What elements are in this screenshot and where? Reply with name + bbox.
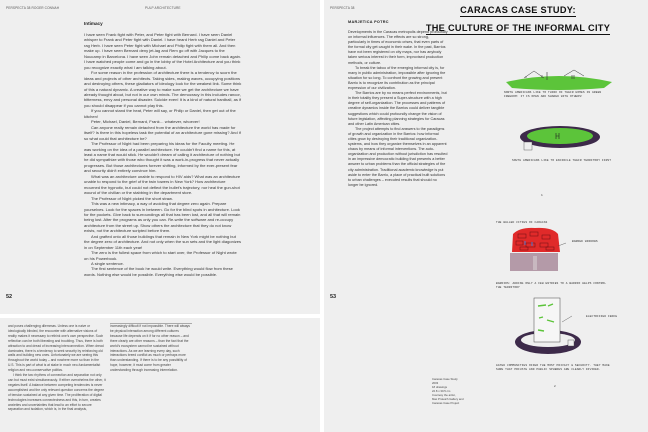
paragraph: I think the two rhythms of connection and separation not only can but must exist simultaneously. If either overwhelms the other, it negates itself. A balance between competing tendencies is never accomplished and the only relevant question concerns the degree of tension sustained at any given time. The proliferation of digital technologies increases connectedness and this, in turn, creates anxieties and uncertainties that lead to an effort to secure separation and isolation, which is, in the final analysis, xyxy=(8,373,106,412)
figure-dot-2: 2 xyxy=(554,385,556,388)
paragraph: increasingly difficult if not impossible. There will always be physical interaction among different cultures because life depends on it if for no other reason – and there clearly are other reasons – than the fact that the world's ecosystem cannot be sustained without interactions. As we are learning every day, such interactions breed conflict as much or perhaps more than understanding. If there is to be any possibility of hope, however, it must come from greater understanding through increasing interrelation. xyxy=(110,324,190,373)
figure-dot-1: 1 xyxy=(541,194,543,197)
paragraph: The Barrios are by no means perfect environments, but in their totality they present a Super-structure with a high degree of self-organization. The processes and patterns of creative dynamics inside the Barrios could deliver tangible suggestions which could profoundly change the vision of future legislation, affecting planning strategies for Caracas and other Latin American cities. xyxy=(348,91,447,126)
drawing-caption-1: NORTH AMERICANS LIKE TO THINK OF THEIR HOMES IN GREEN FREEDOM: IT IS OPEN AND SHARED WITH OTHERS! xyxy=(504,91,602,98)
credit-line: 22.8 x 30.5 cm xyxy=(432,388,451,393)
credit-line: Caracas Case Study xyxy=(432,377,458,381)
right-page xyxy=(324,0,648,432)
author-name: MARJETICA POTRC xyxy=(348,20,389,24)
drawing-caption-2: SOUTH AMERICANS LIKE TO ENCIRCLE THEIR TERRITORY FIRST xyxy=(512,159,612,162)
left-page xyxy=(0,0,320,314)
paragraph: I have seen Frank fight with Peter, and Peter fight with Bernard. I have seen Daniel whisper to Frank and Peter fight with Daniel. I have heard Herb rag Daniel and Peter rag Herb. I have seen Peter fight with Michael and Philip fight with them all. And then make up. I have seen Bernard deny jet-lag and Rem go off with Jacques to the Noucamp in Barcelona. I have seen John remain detached and Philip come back again. I have watched people come and go in the lobby of the Hotel Architecture and you think you recognize exactly what I am talking about. xyxy=(84,32,242,70)
running-head-left: PERSPECTA 38 ROGER CONNAH xyxy=(6,6,60,10)
paragraph: The zero is the fullest space from which to start over, the Professor of Night wrote on his Powerbook. xyxy=(84,250,237,261)
left-body-text xyxy=(84,32,242,277)
paragraph: The project attempts to find answers to the paradigms of growth and organization in the Barrios: how informal cities grow by destroying their traditional organization-systems, and how they organize themselves in an apparent chaos by means of informal interventions. The auto-organization and production without jurisdiction has resulted in an impressive democratic building that presents a better answer to urban problems than the official strategies of the city administration. Traditional academic knowledge is put aside to enter the Barrio, a place of practical built solutions to urban challenges – executed results that should no longer be ignored. xyxy=(348,126,448,187)
walled-cities-drawing xyxy=(510,226,570,272)
paragraph: Can anyone really remain detached from the architecture the world has made for itself? Is there in this hopeless task the potential of an architecture gone missing? And if so what could that architecture be? xyxy=(84,124,241,141)
paragraph: And grafted onto all those buildings that remain in New York might be nothing but the degree zero of architecture. And not only when the sun sets and the light diagonizes in on September 11th each year! xyxy=(84,233,242,250)
bottom-column-2 xyxy=(110,324,192,373)
credit-line: Caracas Case Project xyxy=(432,400,460,405)
paragraph: For some reason in the profession of architecture there is a tendency to scorn the ideas and projects of other architects. Taking sides, making waves, occupying positions and destroying others, these gladiators of ideology look for the weakest link. Some think of this a natural dynamic. A creative way to make sure we get the architecture we have already thought about, but not in our own minds. The democracy in this includes rancor, bitterness, envy and personal disaster. Suicide even! It is a kind of natural hardball, as if you should disappear if you cannot play this. xyxy=(84,70,242,108)
paragraph: If you cannot stand the heat, Peter will say, or Philip or Daniel, then get out of the kitchen! xyxy=(84,108,236,119)
drawing-label-4: ELECTRIFIED FENCE xyxy=(586,315,618,318)
drawing-caption-3: BARRIOS: ADDING ONLY A FEW ENTRIES TO A BARRIO HELPS CONTROL THE TERRITORY xyxy=(496,282,607,289)
section-title: Intimacy xyxy=(84,21,103,26)
paragraph: Developments in the Caracas metropolis depend profoundly on informal influences. The effects are so strong, particularly in times of economic crises, that even parts of the formal city get caught in their wake. In the past, Barrios have not been registered on city maps, nor has anybody taken serious interest in their form, improvised production methods, or culture. xyxy=(348,30,448,65)
drawing-label-3: BARRED WINDOWS xyxy=(572,240,598,243)
gated-community-drawing xyxy=(514,296,586,358)
credit-line: 2003 xyxy=(432,380,439,385)
title-line-1: CARACAS CASE STUDY: xyxy=(460,5,576,15)
paragraph: and poses challenging dilemmas. Unless one is naive or ideologically blinded, the encounter with alternative visions of reality makes it necessary to rethink one's own perspective. Such reflection can be both liberating and troubling. Thus, there is both attraction to and dread of increasing interconnection. When dread dominates, there is a tendency to seek security by reinforcing old walls and building new ones. Unfortunately we are seeing this throughout the world today – and nowhere more so than in the U.S. This is part of what is at stake in much neo-fundamentalist religion and neo-conservative politics. xyxy=(8,324,104,373)
paragraph: The Professor of Night picked the short straw. xyxy=(91,195,173,201)
page-number: 53 xyxy=(330,294,337,300)
running-head-center: PULP ARCHITECTURE xyxy=(145,6,181,10)
north-american-houses-drawing xyxy=(504,66,614,90)
credit-line: 18 drawings xyxy=(432,384,448,389)
paragraph: This was a new intimacy, a way of avoiding that degree zero again. Prepare yourselves. Look for the spaces in between. Go for the blind spots in architecture. Look for the pockets. Give back to surroundings all that has been lost, and all that will remain being lost. Alter the programs as only you can. Re-write the software and re-occupy architecture from the street up. Show others the architecture that they do not know exists, not the architecture scripted before them. xyxy=(84,201,241,234)
bottom-column-1 xyxy=(8,324,106,412)
paragraph: The first sentence of the book he would write. Everything would flow from these words. Nothing else would be possible. Everything else would be possible. xyxy=(84,266,233,277)
credit-line: Max Protetch Gallery and xyxy=(432,396,464,401)
right-body-text xyxy=(348,30,448,188)
page-number: 52 xyxy=(6,294,13,300)
drawing-caption-4: GATED COMMUNITIES OFFER THE MOST PRIVACY & SECURITY. THEY MAKE SURE THAT PRIVATE AND PUBLIC SPHERES ARE CLEARLY DIVIDED. xyxy=(496,364,610,371)
paragraph: To break the taboo of the emerging informal city is, for many in public administration, impossible after ignoring the situation for so long. To confront the growing and present Barrio is to recognize its contribution as the principal expression of our civilization. xyxy=(348,65,446,91)
paragraph: Peter, Michael, Daniel, Bernard, Frank… whatever, whoever! xyxy=(91,119,200,125)
south-american-enclosure-drawing xyxy=(518,124,602,152)
paragraph: The Professor of Night had been preparing his ideas for the Faculty meeting. He was working on the idea of a parallel architecture. He couldn't find a name for this, at least a name that would stick. He wouldn't dream of calling it architecture of nothing but he did sympathize with those who thought it was a work-in-progress that never actually progresses. But those architectures forever shifting, informed by the ever-present fear and security didn't entirely convince him. xyxy=(84,141,240,174)
image-credits xyxy=(432,378,464,406)
bottom-page-fragment xyxy=(0,318,320,432)
title-line-2: THE CULTURE OF THE INFORMAL CITY xyxy=(425,23,611,33)
paragraph: A single sentence. xyxy=(91,261,124,267)
running-head: PERSPECTA 38 xyxy=(330,6,355,10)
paragraph: What was an architecture unable to respond to HIV aids? What was an architecture unable to respond to the grief of the twin towers in New York? How architecture mourned the hypnotic, but could not deflect the bullet's trajectory, nor heal the gun-shot wound of the civilian or the stabbing in the department store. xyxy=(84,173,241,196)
credit-line: Courtesy the artist, xyxy=(432,392,456,397)
drawing-title-3: THE WALLED CITIES OF CARACAS xyxy=(496,221,548,224)
